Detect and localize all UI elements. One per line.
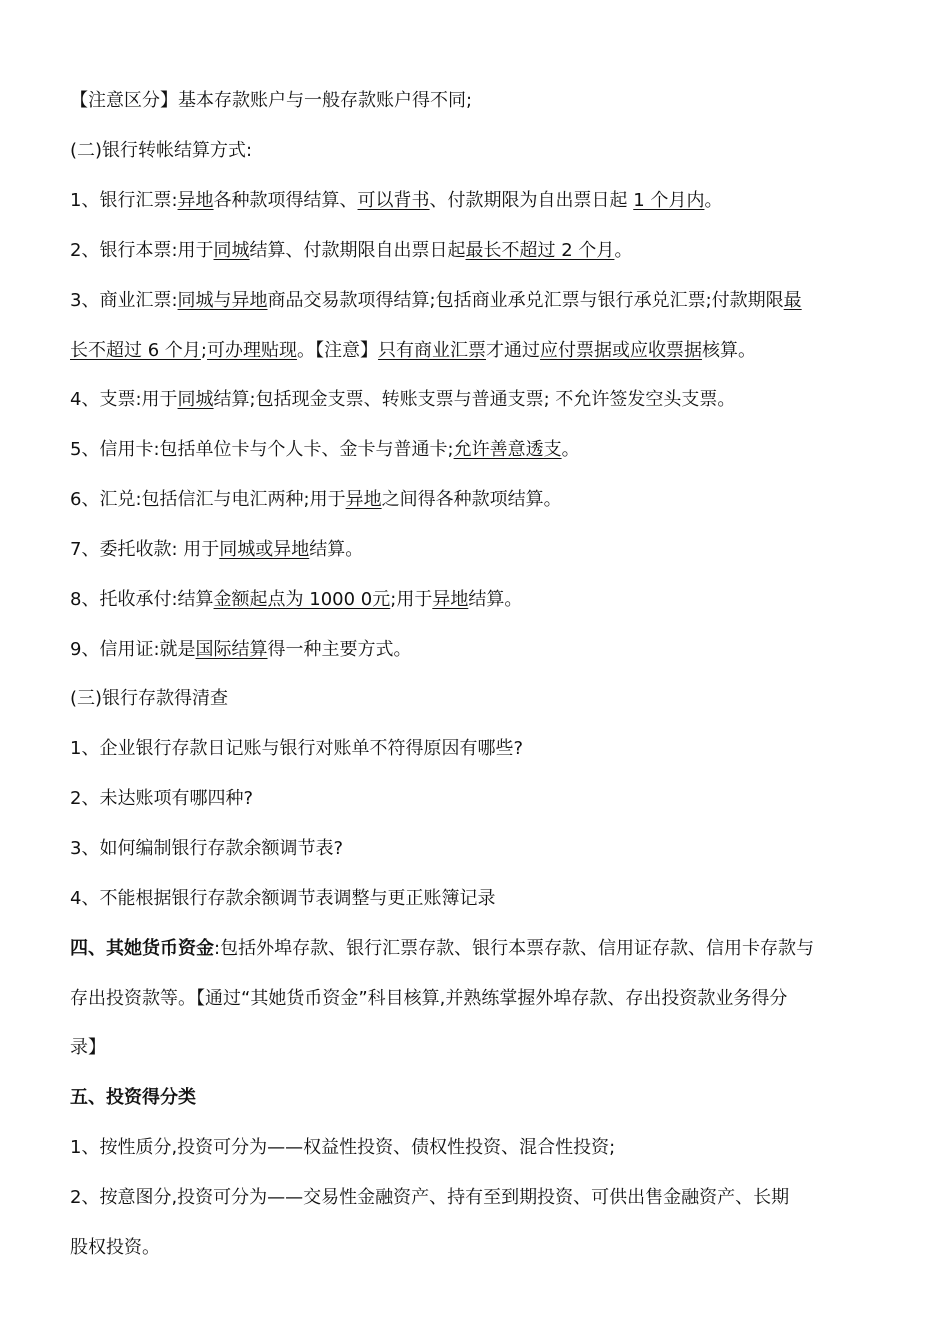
underlined-text: 最长不超过 2 个月 [465, 240, 615, 261]
line-4 [70, 239, 870, 263]
underlined-text: 异地 [432, 589, 469, 610]
text-segment: 1、企业银行存款日记账与银行对账单不符得原因有哪些? [70, 738, 524, 759]
line-7 [70, 388, 870, 412]
underlined-text: 同城与异地 [177, 290, 268, 311]
line-1 [70, 89, 870, 113]
text-segment: 【注意区分】基本存款账户与一般存款账户得不同; [70, 90, 473, 111]
text-segment: 4、支票:用于 [70, 389, 178, 410]
text-segment: :包括外埠存款、银行汇票存款、银行本票存款、信用证存款、信用卡存款与 [214, 938, 815, 959]
line-15 [70, 787, 870, 811]
text-segment: 存出投资款等。【通过“其她货币资金”科目核算,并熟练掌握外埠存款、存出投资款业务得分 [70, 988, 788, 1009]
underlined-text: 允许善意透支 [453, 439, 562, 460]
line-14 [70, 737, 870, 761]
underlined-text: 长不超过 6 个月 [70, 340, 201, 361]
text-segment: 2、按意图分,投资可分为——交易性金融资产、持有至到期投资、可供出售金融资产、长期 [70, 1187, 790, 1208]
text-segment: 结算;包括现金支票、转账支票与普通支票; 不允许签发空头支票。 [213, 389, 736, 410]
text-segment: 2、银行本票:用于 [70, 240, 214, 261]
text-segment: 6、汇兑:包括信汇与电汇两种;用于 [70, 489, 346, 510]
line-12 [70, 638, 870, 662]
underlined-text: 异地 [345, 489, 382, 510]
underlined-text: 同城 [177, 389, 214, 410]
text-segment: 2、未达账项有哪四种? [70, 788, 254, 809]
text-segment: 1、银行汇票: [70, 190, 178, 211]
underlined-text: 1 个月内 [633, 190, 705, 211]
text-segment: 各种款项得结算、 [213, 190, 358, 211]
text-segment: 5、信用卡:包括单位卡与个人卡、金卡与普通卡; [70, 439, 454, 460]
underlined-text: 应付票据或应收票据 [539, 340, 702, 361]
text-segment: 3、如何编制银行存款余额调节表? [70, 838, 344, 859]
line-19 [70, 987, 870, 1011]
line-18 [70, 937, 870, 961]
line-22 [70, 1136, 870, 1160]
text-segment: (二)银行转帐结算方式: [70, 140, 253, 161]
bold-heading-text: 五、投资得分类 [70, 1087, 196, 1108]
text-segment: 商品交易款项得结算;包括商业承兑汇票与银行承兑汇票;付款期限 [267, 290, 784, 311]
text-segment: 才通过 [485, 340, 540, 361]
line-20 [70, 1036, 870, 1060]
line-8 [70, 438, 870, 462]
text-segment: 1、按性质分,投资可分为——权益性投资、债权性投资、混合性投资; [70, 1137, 616, 1158]
underlined-text: 异地 [177, 190, 214, 211]
line-17 [70, 887, 870, 911]
underlined-text: 最 [783, 290, 802, 311]
line-5 [70, 289, 870, 313]
text-segment: 。 [561, 439, 580, 460]
line-13 [70, 687, 870, 711]
text-segment: 。 [614, 240, 633, 261]
line-24 [70, 1236, 870, 1260]
line-10 [70, 538, 870, 562]
underlined-text: 可办理贴现 [206, 340, 297, 361]
text-segment: 之间得各种款项结算。 [381, 489, 562, 510]
text-segment: 、付款期限为自出票日起 [429, 190, 634, 211]
text-segment: ; [200, 340, 207, 361]
underlined-text: 同城 [213, 240, 250, 261]
text-segment: (三)银行存款得清查 [70, 688, 229, 709]
text-segment: 股权投资。 [70, 1237, 160, 1258]
line-11 [70, 588, 870, 612]
text-segment: 8、托收承付:结算 [70, 589, 214, 610]
underlined-text: 可以背书 [357, 190, 430, 211]
text-segment: 。【注意】 [296, 340, 378, 361]
bold-heading-text: 四、其她货币资金 [70, 938, 214, 959]
line-16 [70, 837, 870, 861]
line-3 [70, 189, 870, 213]
line-21 [70, 1086, 870, 1110]
underlined-text: 金额起点为 1000 0元 [213, 589, 391, 610]
line-6 [70, 339, 870, 363]
text-segment: 9、信用证:就是 [70, 639, 196, 660]
text-segment: 。 [704, 190, 723, 211]
text-segment: 核算。 [701, 340, 756, 361]
text-segment: 7、委托收款: 用于 [70, 539, 220, 560]
text-segment: ;用于 [390, 589, 433, 610]
text-segment: 结算。 [468, 589, 523, 610]
underlined-text: 同城或异地 [219, 539, 310, 560]
underlined-text: 只有商业汇票 [377, 340, 486, 361]
text-segment: 结算。 [309, 539, 364, 560]
underlined-text: 国际结算 [195, 639, 268, 660]
line-2 [70, 139, 870, 163]
text-segment: 3、商业汇票: [70, 290, 178, 311]
line-9 [70, 488, 870, 512]
line-23 [70, 1186, 870, 1210]
text-segment: 录】 [70, 1037, 106, 1058]
text-segment: 得一种主要方式。 [267, 639, 412, 660]
text-segment: 结算、付款期限自出票日起 [249, 240, 466, 261]
text-segment: 4、不能根据银行存款余额调节表调整与更正账簿记录 [70, 888, 496, 909]
